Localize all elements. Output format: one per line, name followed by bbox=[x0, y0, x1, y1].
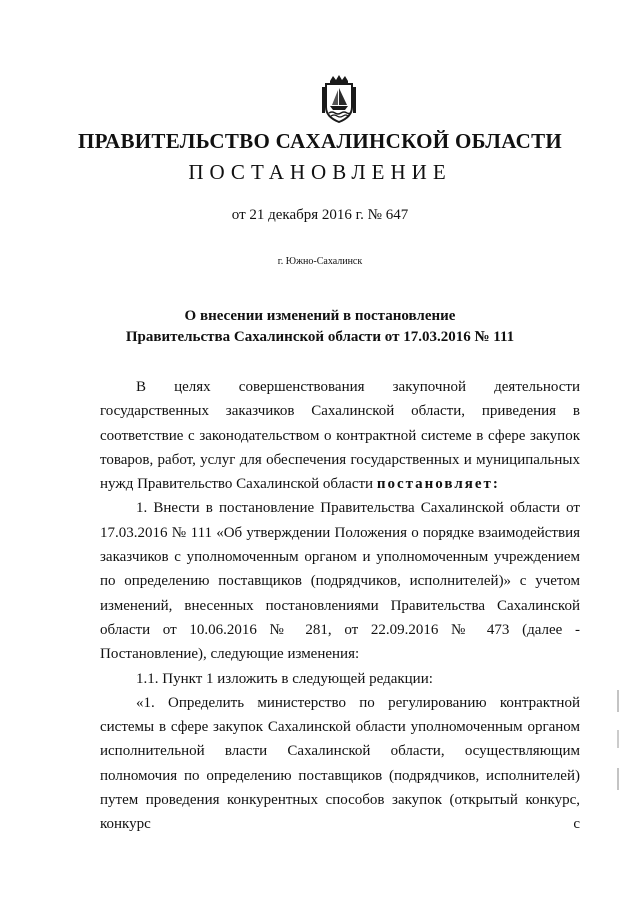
document-type: ПОСТАНОВЛЕНИЕ bbox=[188, 160, 452, 184]
document-subject bbox=[0, 306, 640, 348]
preamble-text: В целях совершенствования закупочной деятельности государственных заказчиков Сахалинской области, приведения в соответствие с законодательством о контрактной системе в сфере закупок товаров, работ, услуг для обеспечения государственных и муниципальных нужд Правительство Сахалинской области bbox=[100, 379, 580, 493]
margin-scan-mark bbox=[617, 690, 619, 790]
sakhalin-coat-of-arms-icon bbox=[321, 75, 357, 123]
document-city: г. Южно-Сахалинск bbox=[277, 256, 363, 267]
item-1-1-paragraph: 1.1. Пункт 1 изложить в следующей редакции: bbox=[136, 670, 433, 687]
preamble-verb: постановляет: bbox=[376, 476, 500, 493]
document-date-number: от 21 декабря 2016 г. № 647 bbox=[231, 207, 409, 223]
subject-line-1: О внесении изменений в постановление bbox=[184, 308, 456, 324]
subject-line-2: Правительства Сахалинской области от 17.03.2016 № 111 bbox=[125, 329, 515, 345]
item-1-paragraph: 1. Внести в постановление Правительства Сахалинской области от 17.03.2016 № 111 «Об утверждении Положения о порядке взаимодействия заказчиков с уполномоченным органом и уполномоченным учреждением по определению поставщиков (подрядчиков, исполнителей)» с учетом изменений, внесенных постановлениями Правительства Сахалинской области от 10.06.2016 № 281, от 22.09.2016 № 473 (далее - Постановление), следующие изменения: bbox=[100, 500, 580, 663]
quoted-item-paragraph: «1. Определить министерство по регулированию контрактной системы в сфере закупок Сахалинской области уполномоченным органом исполнительной власти Сахалинской области, осуществляющим полномочия по определению поставщиков (подрядчиков, исполнителей) путем проведения конкурентных способов закупок (открытый конкурс, конкурс с bbox=[100, 694, 580, 833]
document-body bbox=[100, 375, 580, 837]
government-title: ПРАВИТЕЛЬСТВО САХАЛИНСКОЙ ОБЛАСТИ bbox=[77, 129, 563, 153]
preamble-paragraph bbox=[100, 375, 580, 496]
